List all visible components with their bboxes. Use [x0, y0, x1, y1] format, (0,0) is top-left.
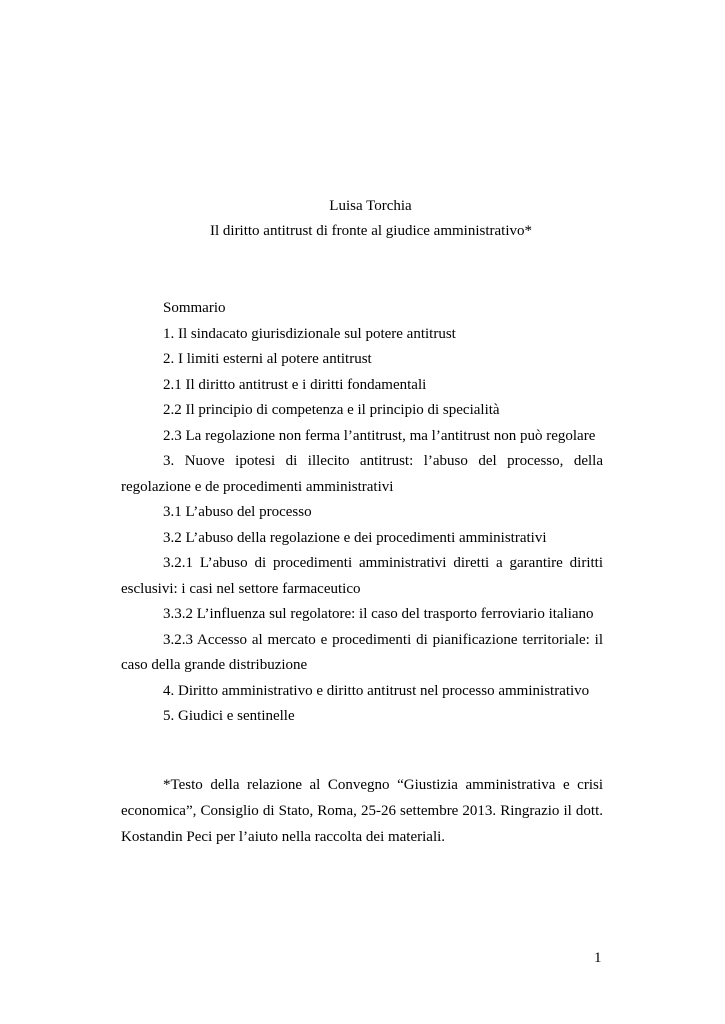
toc-item: 5. Giudici e sentinelle	[163, 708, 295, 724]
toc-item: 4. Diritto amministrativo e diritto antitrust nel processo amministrativo	[163, 682, 590, 699]
toc-item-continuation: caso della grande distribuzione	[121, 657, 308, 673]
toc-item: 1. Il sindacato giurisdizionale sul potere antitrust	[163, 325, 456, 342]
toc-item: 2.2 Il principio di competenza e il principio di specialità	[163, 402, 500, 418]
author-name: Luisa Torchia	[329, 198, 412, 214]
footnote-line: *Testo della relazione al Convegno “Giustizia amministrativa e crisi	[163, 777, 603, 793]
document-header	[0, 196, 725, 241]
footnote-line: Kostandin Peci per l’aiuto nella raccolta dei materiali.	[121, 829, 446, 845]
footnote-line: economica”, Consiglio di Stato, Roma, 25-26 settembre 2013. Ringrazio il dott.	[121, 803, 603, 819]
toc-item: 3. Nuove ipotesi di illecito antitrust: l’abuso del processo, della	[163, 453, 603, 469]
toc-item: 2.1 Il diritto antitrust e i diritti fondamentali	[163, 376, 427, 393]
toc-item: 3.3.2 L’influenza sul regolatore: il caso del trasporto ferroviario italiano	[163, 606, 594, 622]
toc-item: 2.3 La regolazione non ferma l’antitrust, ma l’antitrust non può regolare	[163, 427, 596, 444]
footnote	[121, 772, 603, 850]
toc-item-continuation: esclusivi: i casi nel settore farmaceutico	[121, 580, 361, 597]
document-title: Il diritto antitrust di fronte al giudice amministrativo*	[209, 223, 533, 239]
toc-item: 3.2.1 L’abuso di procedimenti amministrativi diretti a garantire diritti	[163, 555, 603, 571]
toc-item: 2. I limiti esterni al potere antitrust	[163, 351, 372, 367]
toc-item: 3.2.3 Accesso al mercato e procedimenti di pianificazione territoriale: il	[163, 631, 603, 648]
toc-heading: Sommario	[163, 300, 226, 316]
toc-item: 3.1 L’abuso del processo	[163, 504, 312, 520]
toc-item-continuation: regolazione e de procedimenti amministrativi	[121, 478, 394, 495]
page-number: 1	[594, 950, 602, 966]
toc-item: 3.2 L’abuso della regolazione e dei procedimenti amministrativi	[163, 529, 547, 546]
table-of-contents	[121, 296, 603, 730]
